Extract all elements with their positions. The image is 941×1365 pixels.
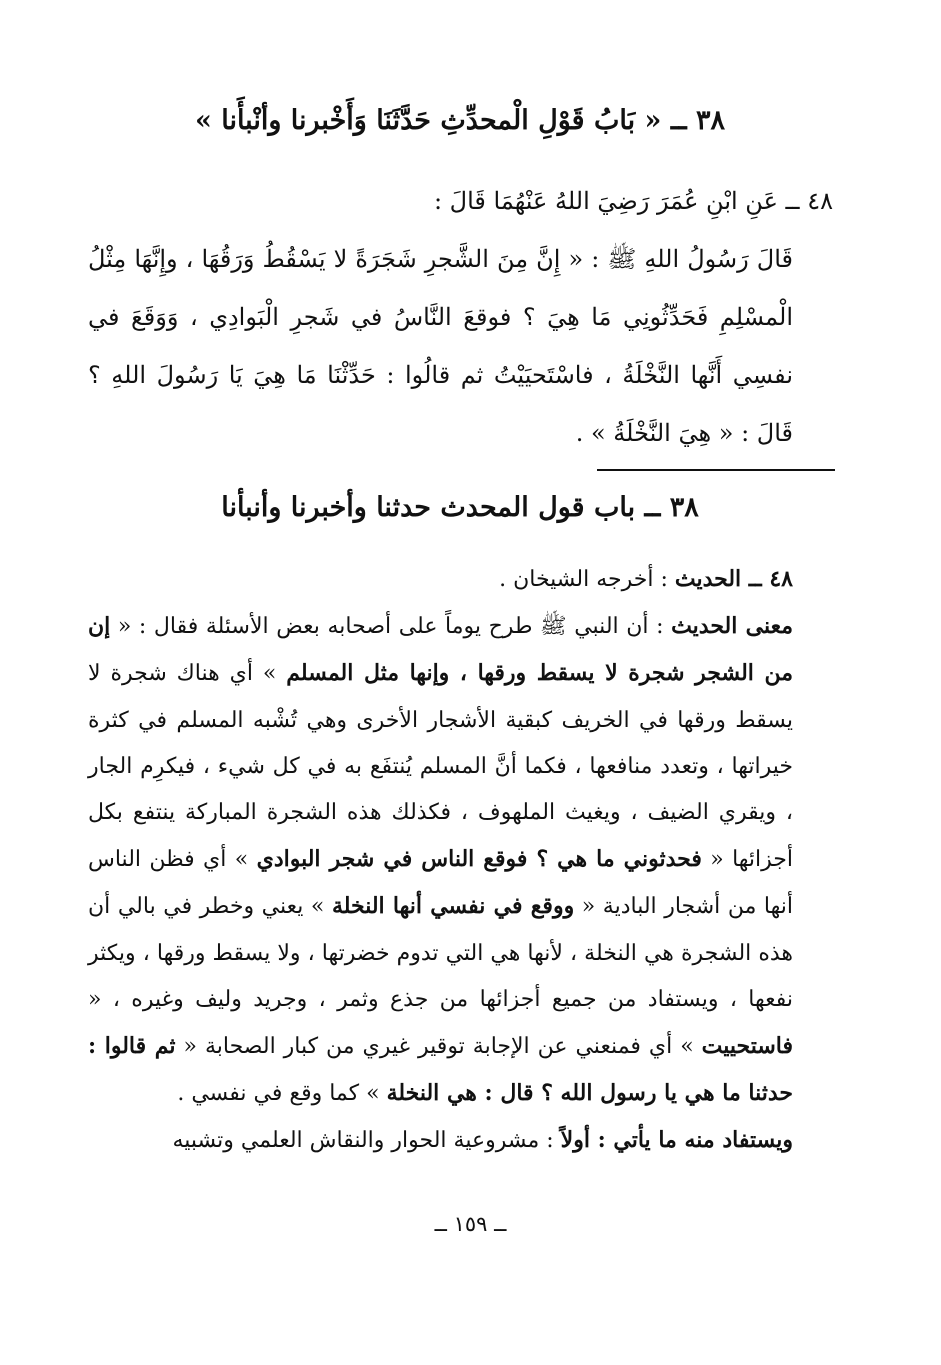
meaning-text-5: » أي فمنعني عن الإجابة توقير غيري من كبار الصحابة « [175,1034,702,1060]
hadith-body: قَالَ رَسُولُ اللهِ ﷺ : « إِنَّ مِنَ الشَّجرِ شَجَرَةً لا يَسْقُطُ وَرَقُهَا ، وإِنَّهَا مِثْلُ الْمسْلِمِ فَحَدِّثُونِي مَا هِيَ ؟ فوقعَ النَّاسُ في شَجرِ الْبَوادِي ، وَوَقَعَ في نفسِي أَنَّها النَّخْلَةُ ، فاسْتَحيَيْتُ ثم قالُوا : حَدِّثْنَا مَا هِيَ يَا رَسُولَ اللهِ ؟ قَالَ : « هِيَ النَّخْلَةُ » . [88,245,794,447]
meaning-text-6: » كما وقع في نفسي . [177,1081,387,1107]
meaning-text-2: » أي هناك شجرة لا يسقط ورقها في الخريف كبقية الأشجار الأخرى وهي تُشْبه المسلم في كثرة خيراتها ، وتعدد منافعها ، فكما أنَّ المسلم يُنتفَع به في كل شيء ، فيكرِم الجار ، ويقري الضيف ، ويغيث الملهوف ، فكذلك هذه الشجرة المباركة ينتفع بكل أجزائها « [88,661,793,873]
takhrij-paragraph [88,556,833,603]
meaning-paragraph [88,603,833,1117]
meaning-bold-4: فاستحييت [701,1033,794,1060]
takhrij-label: ٤٨ ــ الحديث [674,566,793,592]
commentary-block [88,556,833,1165]
hadith-text-block [88,172,833,462]
hadith-number-line: ٤٨ ــ عَنِ ابْنِ عُمَرَ رَضِيَ اللهُ عَنْهُمَا قَالَ : [433,187,833,215]
meaning-bold-3: ووقع في نفسي أنها النخلة [331,893,575,920]
benefit-label: ويستفاد منه ما يأتي : أولاً [560,1127,793,1154]
chapter-heading-second: ٣٨ ــ باب قول المحدث حدثنا وأخبرنا وأنبأنا [221,492,699,523]
takhrij-text: : أخرجه الشيخان . [499,567,675,592]
meaning-text-4: » يعني وخطر في بالي أن هذه الشجرة هي النخلة ، لأنها هي التي تدوم خضرتها ، ولا يسقط ورقها ، ويكثر نفعها ، ويستفاد من جميع أجزائها من جذع وثمر ، وجريد وليف وغيره ، « [88,894,793,1012]
meaning-label: معنى الحديث [671,613,793,640]
benefit-text: : مشروعية الحوار والنقاش العلمي وتشبيه [172,1128,561,1154]
section-divider [597,469,835,471]
meaning-bold-2: فحدثوني ما هي ؟ فوقع الناس في شجر البوادي [256,846,702,873]
meaning-text-1: : أن النبي ﷺ طرح يوماً على أصحابه بعض الأسئلة فقال : « [110,614,672,640]
benefits-paragraph [88,1117,833,1164]
chapter-heading-top: ٣٨ ــ « بَابُ قَوْلِ الْمحدِّثِ حَدَّثَنَا وَأَخْبرنا وأنْبأَنا » [194,105,726,136]
meaning-bold-5: ثم قالوا : حدثنا ما هي يا رسول الله ؟ قال : هي النخلة [88,1033,793,1107]
meaning-bold-1: إن من الشجر شجرة لا يسقط ورقها ، وإنها مثل المسلم [88,613,793,687]
page-number: ــ ١٥٩ ــ [434,1212,507,1236]
meaning-text-3: » أي فظن الناس أنها من أشجار البادية « [88,847,794,920]
